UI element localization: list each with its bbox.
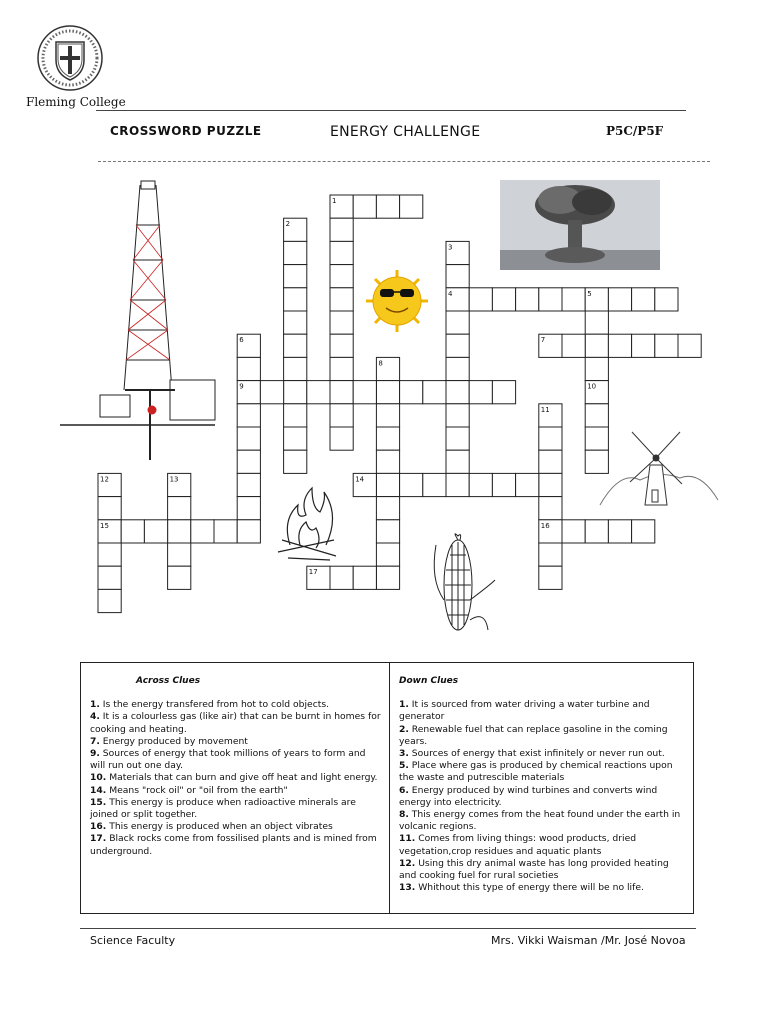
crossword-cell[interactable]: [400, 473, 423, 496]
clue-item: [90, 748, 381, 772]
crossword-cell[interactable]: [168, 566, 191, 589]
crossword-cell[interactable]: [191, 520, 214, 543]
clue-item-number: 17.: [90, 833, 107, 845]
clue-number: 5: [587, 289, 592, 298]
crossword-cell[interactable]: [237, 520, 260, 543]
crossword-cell[interactable]: [678, 334, 701, 357]
clue-item-text: This energy is produce when radioactive minerals are joined or split together.: [90, 796, 356, 821]
clue-number: 8: [378, 359, 383, 368]
crossword-cell[interactable]: [516, 288, 539, 311]
clue-item: [399, 748, 685, 760]
crossword-cell[interactable]: [330, 334, 353, 357]
crossword-cell[interactable]: [376, 381, 399, 404]
clue-item-text: Is the energy transfered from hot to cold objects.: [99, 699, 330, 711]
crossword-cell[interactable]: [260, 381, 283, 404]
clue-number: 6: [239, 336, 244, 345]
crossword-cell[interactable]: [492, 473, 515, 496]
clue-item: [399, 760, 685, 784]
crossword-cell[interactable]: [446, 404, 469, 427]
corn-image: [434, 534, 495, 630]
clue-item-number: 1.: [90, 699, 100, 711]
crossword-cell[interactable]: [284, 404, 307, 427]
crossword-cell[interactable]: [446, 381, 469, 404]
crossword-cell[interactable]: [284, 241, 307, 264]
crossword-cell[interactable]: [516, 473, 539, 496]
clue-item-number: 1.: [399, 699, 409, 711]
crossword-cell[interactable]: [562, 520, 585, 543]
clue-item: [399, 785, 685, 809]
crossword-cell[interactable]: [585, 450, 608, 473]
clue-item-number: 3.: [399, 748, 409, 760]
crossword-cell[interactable]: [353, 195, 376, 218]
crossword-cell[interactable]: [144, 520, 167, 543]
clue-item-text: This energy is produced when an object vibrates: [106, 821, 333, 833]
crossword-cell[interactable]: [423, 473, 446, 496]
crossword-cell[interactable]: [376, 497, 399, 520]
crossword-cell[interactable]: [330, 381, 353, 404]
crossword-cell[interactable]: [446, 473, 469, 496]
down-heading: Down Clues: [399, 676, 459, 686]
clue-item-text: This energy comes from the heat found under the earth in volcanic regions.: [399, 809, 681, 833]
across-clues: [81, 663, 389, 913]
page-title: ENERGY CHALLENGE: [330, 124, 481, 140]
crossword-cell[interactable]: [585, 334, 608, 357]
crossword-cell[interactable]: [562, 288, 585, 311]
crossword-cell[interactable]: [539, 473, 562, 496]
crossword-cell[interactable]: [330, 218, 353, 241]
crossword-cell[interactable]: [330, 357, 353, 380]
clue-item-number: 12.: [399, 857, 416, 869]
clue-number: 12: [100, 475, 109, 484]
clue-item-text: It is sourced from water driving a water turbine and generator: [399, 699, 650, 723]
crossword-cell[interactable]: [446, 311, 469, 334]
crossword-cell[interactable]: [307, 381, 330, 404]
clue-item-text: Place where gas is produced by chemical reactions upon the waste and putrescible materials: [399, 760, 673, 784]
crossword-cell[interactable]: [284, 427, 307, 450]
crossword-cell[interactable]: [376, 566, 399, 589]
clue-item: [90, 772, 381, 784]
down-clue-list: [399, 699, 685, 894]
clue-item: [399, 699, 685, 723]
crossword-cell[interactable]: [446, 265, 469, 288]
campfire-image: [278, 488, 336, 560]
crossword-cell[interactable]: [376, 427, 399, 450]
college-name: Fleming College: [26, 95, 126, 109]
crossword-cell[interactable]: [632, 334, 655, 357]
clue-item-text: Energy produced by wind turbines and converts wind energy into electricity.: [399, 784, 658, 808]
crossword-cell[interactable]: [168, 520, 191, 543]
crossword-cell[interactable]: [539, 543, 562, 566]
clue-item-number: 10.: [90, 772, 107, 784]
clue-number: 11: [540, 405, 550, 414]
crossword-cell[interactable]: [655, 288, 678, 311]
clue-item-number: 7.: [90, 735, 100, 747]
clue-number: 16: [540, 521, 550, 530]
crossword-cell[interactable]: [168, 543, 191, 566]
crossword-cell[interactable]: [237, 427, 260, 450]
clue-item: [90, 699, 381, 711]
crossword-cell[interactable]: [237, 357, 260, 380]
crossword-cell[interactable]: [423, 381, 446, 404]
crossword-cell[interactable]: [284, 265, 307, 288]
crossword-cell[interactable]: [376, 450, 399, 473]
down-clues: [389, 663, 693, 913]
footer-rule: [80, 928, 696, 929]
crossword-cell[interactable]: [585, 357, 608, 380]
crossword-cell[interactable]: [539, 427, 562, 450]
crossword-cell[interactable]: [98, 543, 121, 566]
clue-number: 9: [239, 382, 244, 391]
clue-item-number: 11.: [399, 833, 416, 845]
sun-image: [366, 270, 428, 332]
clue-item: [90, 821, 381, 833]
clue-number: 17: [308, 568, 318, 577]
clue-item-number: 6.: [399, 784, 409, 796]
clue-item-number: 2.: [399, 723, 409, 735]
crossword-cell[interactable]: [284, 450, 307, 473]
crossword-cell[interactable]: [585, 404, 608, 427]
crossword-cell[interactable]: [400, 381, 423, 404]
clue-item-text: Energy produced by movement: [99, 735, 248, 747]
clue-item-text: Whithout this type of energy there will be no life.: [415, 882, 644, 894]
clue-item-text: Means "rock oil" or "oil from the earth": [106, 784, 288, 796]
clue-item-text: Materials that can burn and give off heat and light energy.: [106, 772, 378, 784]
clue-item-number: 13.: [399, 882, 416, 894]
clue-number: 13: [169, 475, 179, 484]
footer-teachers: Mrs. Vikki Waisman /Mr. José Novoa: [491, 934, 686, 947]
crossword-cell[interactable]: [284, 381, 307, 404]
crossword-cell[interactable]: [608, 520, 631, 543]
crossword-cell[interactable]: [98, 589, 121, 612]
crossword-cell[interactable]: [585, 520, 608, 543]
crossword-cell[interactable]: [121, 520, 144, 543]
clue-item-number: 4.: [90, 711, 100, 723]
crossword-cell[interactable]: [353, 381, 376, 404]
course-code: P5C/P5F: [606, 124, 664, 138]
oil-derrick-image: [60, 181, 215, 460]
footer-department: Science Faculty: [90, 934, 176, 947]
crossword-cell[interactable]: [539, 497, 562, 520]
crossword-cell[interactable]: [376, 520, 399, 543]
crossword-cell[interactable]: [330, 427, 353, 450]
clue-item: [399, 809, 685, 833]
crossword-cell[interactable]: [539, 450, 562, 473]
puzzle-label: CROSSWORD PUZZLE: [110, 124, 262, 138]
clue-item: [90, 797, 381, 821]
crossword-cell[interactable]: [446, 357, 469, 380]
crossword-cell[interactable]: [446, 427, 469, 450]
clue-item-text: Sources of energy that took millions of years to form and will run out one day.: [90, 748, 366, 772]
crossword-cell[interactable]: [446, 450, 469, 473]
crossword-cell[interactable]: [539, 566, 562, 589]
clue-item: [399, 858, 685, 882]
crossword-cell[interactable]: [284, 288, 307, 311]
clue-number: 3: [448, 243, 453, 252]
crossword-cell[interactable]: [608, 288, 631, 311]
crossword-cell[interactable]: [446, 334, 469, 357]
crossword-cell[interactable]: [330, 241, 353, 264]
clue-item-number: 15.: [90, 796, 107, 808]
crossword-cell[interactable]: [168, 497, 191, 520]
crossword-cell[interactable]: [376, 195, 399, 218]
crossword-cell[interactable]: [492, 381, 515, 404]
clue-item: [90, 833, 381, 857]
clue-number: 10: [587, 382, 597, 391]
across-clue-list: [90, 699, 381, 858]
crossword-cell[interactable]: [608, 334, 631, 357]
crossword-cell[interactable]: [237, 404, 260, 427]
clues-box: [80, 662, 694, 914]
crossword-cell[interactable]: [284, 357, 307, 380]
crossword-cell[interactable]: [585, 427, 608, 450]
clue-item-number: 8.: [399, 809, 409, 821]
clue-item-text: Sources of energy that exist infinitely or never run out.: [408, 748, 665, 760]
clue-item: [90, 711, 381, 735]
clue-item-text: Renewable fuel that can replace gasoline in the coming years.: [399, 723, 668, 747]
clue-number: 15: [100, 521, 109, 530]
crossword-cell[interactable]: [632, 288, 655, 311]
clue-item: [90, 785, 381, 797]
crossword-cell[interactable]: [632, 520, 655, 543]
crossword-cell[interactable]: [330, 311, 353, 334]
clue-item-number: 16.: [90, 821, 107, 833]
windmill-image: [600, 432, 718, 505]
crossword-cell[interactable]: [237, 450, 260, 473]
crossword-cell[interactable]: [585, 311, 608, 334]
mushroom-cloud-image: [500, 180, 660, 270]
crossword-cell[interactable]: [376, 473, 399, 496]
clue-number: 7: [540, 336, 546, 345]
clue-item-text: Using this dry animal waste has long provided heating and cooking fuel for rural societies: [399, 857, 669, 882]
crossword-cell[interactable]: [237, 473, 260, 496]
crossword-cell[interactable]: [562, 334, 585, 357]
clue-number: 1: [332, 197, 337, 205]
crossword-cell[interactable]: [469, 473, 492, 496]
crossword-cell[interactable]: [376, 404, 399, 427]
crossword-cell[interactable]: [353, 566, 376, 589]
clue-item-text: It is a colourless gas (like air) that can be burnt in homes for cooking and heating.: [90, 711, 381, 735]
clue-item-number: 14.: [90, 784, 107, 796]
clue-item-number: 5.: [399, 760, 409, 772]
crossword-cell[interactable]: [400, 195, 423, 218]
crossword-cell[interactable]: [330, 566, 353, 589]
crossword-cell[interactable]: [376, 543, 399, 566]
crossword-cell[interactable]: [655, 334, 678, 357]
crossword-cell[interactable]: [237, 497, 260, 520]
crossword-cell[interactable]: [492, 288, 515, 311]
crossword-cell[interactable]: [330, 288, 353, 311]
clue-item: [399, 724, 685, 748]
crossword-cell[interactable]: [284, 334, 307, 357]
crossword-cell[interactable]: [214, 520, 237, 543]
crossword-cell[interactable]: [98, 566, 121, 589]
clue-item-text: Black rocks come from fossilised plants and is mined from underground.: [90, 833, 377, 857]
crossword-cell[interactable]: [469, 381, 492, 404]
clue-item: [399, 833, 685, 857]
crossword-cell[interactable]: [330, 265, 353, 288]
crossword-cell[interactable]: [469, 288, 492, 311]
clue-item-text: Comes from living things: wood products, dried vegetation,crop residues and aquatic plants: [399, 833, 637, 857]
crossword-cell[interactable]: [330, 404, 353, 427]
across-heading: Across Clues: [136, 676, 201, 686]
clue-item: [90, 736, 381, 748]
crossword-cell[interactable]: [539, 288, 562, 311]
clue-number: 14: [355, 475, 365, 484]
clue-number: 4: [448, 289, 453, 298]
crossword-cell[interactable]: [98, 497, 121, 520]
clue-item-number: 9.: [90, 748, 100, 760]
clue-item: [399, 882, 685, 894]
crossword-cell[interactable]: [284, 311, 307, 334]
clue-number: 2: [285, 220, 291, 229]
